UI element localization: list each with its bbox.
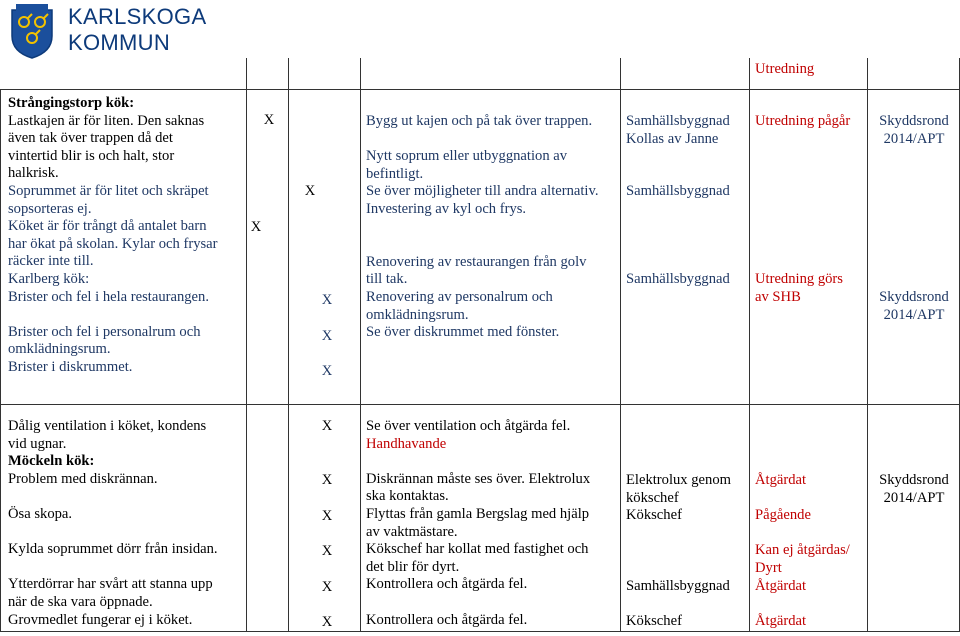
source-cell bbox=[871, 472, 957, 507]
issue-text: räcker inte till. bbox=[8, 253, 94, 270]
issue-text: Lastkajen är för liten. Den saknas bbox=[8, 112, 205, 129]
issue-text: Brister i diskrummet. bbox=[8, 358, 133, 375]
action-text: Investering av kyl och frys. bbox=[366, 200, 527, 217]
issue-text: Ösa skopa. bbox=[8, 505, 73, 522]
status-text: Utredning pågår bbox=[755, 113, 851, 129]
status-text: Pågående bbox=[755, 507, 811, 524]
issue-text: Köket är för trångt då antalet barn bbox=[8, 218, 207, 235]
location-heading: Strångingstorp kök: bbox=[8, 95, 135, 111]
status-text: Dyrt bbox=[755, 559, 782, 576]
responsible-text: Kökschef bbox=[626, 507, 682, 524]
action-text: omklädningsrum. bbox=[366, 306, 469, 323]
issue-text: har ökat på skolan. Kylar och frysar bbox=[8, 235, 218, 252]
mark-x: X bbox=[321, 614, 333, 630]
action-text: det blir för dyrt. bbox=[366, 558, 460, 575]
source-text: 2014/APT bbox=[883, 130, 945, 147]
action-text: Se över ventilation och åtgärda fel. bbox=[366, 418, 571, 434]
source-text: Skyddsrond bbox=[879, 472, 949, 488]
action-text: Handhavande bbox=[366, 435, 447, 452]
col-border bbox=[0, 89, 1, 632]
source-text: Skyddsrond bbox=[879, 288, 949, 305]
issue-text: Brister och fel i personalrum och bbox=[8, 323, 201, 340]
section-divider bbox=[0, 404, 960, 405]
responsible-cell bbox=[626, 113, 746, 289]
responsible-cell bbox=[626, 472, 746, 630]
issue-text: när de ska vara öppnade. bbox=[8, 593, 153, 610]
mark-x: X bbox=[321, 418, 333, 434]
status-cell bbox=[755, 113, 865, 307]
mark-x: X bbox=[263, 112, 275, 128]
status-text: Kan ej åtgärdas/ bbox=[755, 542, 850, 559]
source-text: 2014/APT bbox=[883, 306, 945, 323]
col-border bbox=[288, 58, 289, 632]
responsible-text: Elektrolux genom bbox=[626, 472, 731, 488]
action-text: Kökschef har kollat med fastighet och bbox=[366, 541, 589, 558]
mark-x: X bbox=[250, 219, 262, 235]
col-border bbox=[867, 58, 868, 632]
issue-text: omklädningsrum. bbox=[8, 341, 111, 358]
issue-text: även tak över trappen då det bbox=[8, 130, 173, 147]
action-text: Nytt soprum eller utbyggnation av bbox=[366, 148, 568, 165]
issue-text: Kylda soprummet dörr från insidan. bbox=[8, 541, 218, 558]
source-text: 2014/APT bbox=[883, 489, 945, 506]
action-text: av vaktmästare. bbox=[366, 523, 458, 540]
mark-x: X bbox=[321, 328, 333, 344]
table-bottom-border bbox=[0, 631, 960, 632]
responsible-text: Kökschef bbox=[626, 612, 682, 629]
responsible-text: kökschef bbox=[626, 489, 679, 506]
column-header-utredning: Utredning bbox=[755, 61, 815, 77]
action-text: Renovering av restaurangen från golv bbox=[366, 253, 587, 270]
action-text: Flyttas från gamla Bergslag med hjälp bbox=[366, 505, 590, 522]
location-heading: Karlberg kök: bbox=[8, 270, 90, 287]
action-text: Kontrollera och åtgärda fel. bbox=[366, 611, 528, 628]
responsible-text: Samhällsbyggnad bbox=[626, 271, 730, 288]
mark-x: X bbox=[321, 543, 333, 559]
action-text: befintligt. bbox=[366, 165, 424, 182]
status-text: Åtgärdat bbox=[755, 612, 807, 629]
mark-x: X bbox=[321, 579, 333, 595]
location-heading: Möckeln kök: bbox=[8, 453, 95, 470]
action-text: ska kontaktas. bbox=[366, 488, 449, 505]
issue-text: sopsorteras ej. bbox=[8, 200, 92, 217]
source-text: Skyddsrond bbox=[879, 113, 949, 129]
brand-line-1: KARLSKOGA bbox=[68, 4, 207, 29]
status-text: Åtgärdat bbox=[755, 577, 807, 594]
brand-name bbox=[68, 4, 206, 56]
mark-x: X bbox=[321, 292, 333, 308]
issue-text: Brister och fel i hela restaurangen. bbox=[8, 288, 209, 305]
action-text: Bygg ut kajen och på tak över trappen. bbox=[366, 113, 593, 129]
responsible-text: Samhällsbyggnad bbox=[626, 113, 730, 129]
action-cell bbox=[366, 113, 618, 342]
col-border bbox=[360, 58, 361, 632]
col-border bbox=[246, 58, 247, 632]
issue-text: Problem med diskrännan. bbox=[8, 470, 158, 487]
mark-x: X bbox=[321, 363, 333, 379]
action-text: Se över möjligheter till andra alternativ. bbox=[366, 183, 599, 200]
issue-text: Dålig ventilation i köket, kondens bbox=[8, 418, 207, 434]
mark-x: X bbox=[321, 472, 333, 488]
responsible-text: Kollas av Janne bbox=[626, 130, 719, 147]
issue-text: vid ugnar. bbox=[8, 435, 67, 452]
col-border bbox=[620, 58, 621, 632]
mark-x: X bbox=[321, 508, 333, 524]
action-text: Kontrollera och åtgärda fel. bbox=[366, 576, 528, 593]
coat-of-arms-logo bbox=[6, 2, 58, 60]
col-border bbox=[749, 58, 750, 632]
brand-line-2: KOMMUN bbox=[68, 30, 171, 55]
issue-text: vintertid blir is och halt, stor bbox=[8, 147, 175, 164]
issue-text: Grovmedlet fungerar ej i köket. bbox=[8, 611, 193, 628]
action-cell bbox=[366, 418, 618, 629]
issue-text: Soprummet är för litet och skräpet bbox=[8, 182, 209, 199]
action-text: Diskrännan måste ses över. Elektrolux bbox=[366, 470, 591, 487]
status-text: Utredning görs bbox=[755, 271, 843, 288]
status-cell bbox=[755, 472, 865, 630]
action-text: Renovering av personalrum och bbox=[366, 288, 553, 305]
action-text: till tak. bbox=[366, 271, 408, 288]
source-cell bbox=[871, 113, 957, 324]
status-text: Åtgärdat bbox=[755, 472, 807, 488]
mark-x: X bbox=[304, 183, 316, 199]
responsible-text: Samhällsbyggnad bbox=[626, 577, 730, 594]
issue-text: halkrisk. bbox=[8, 165, 59, 182]
issue-text: Ytterdörrar har svårt att stanna upp bbox=[8, 576, 213, 593]
responsible-text: Samhällsbyggnad bbox=[626, 183, 730, 200]
status-text: av SHB bbox=[755, 288, 801, 305]
table-top-border bbox=[0, 89, 960, 90]
issue-description-cell bbox=[8, 95, 244, 377]
issue-description-cell bbox=[8, 418, 244, 629]
action-text: Se över diskrummet med fönster. bbox=[366, 324, 560, 341]
